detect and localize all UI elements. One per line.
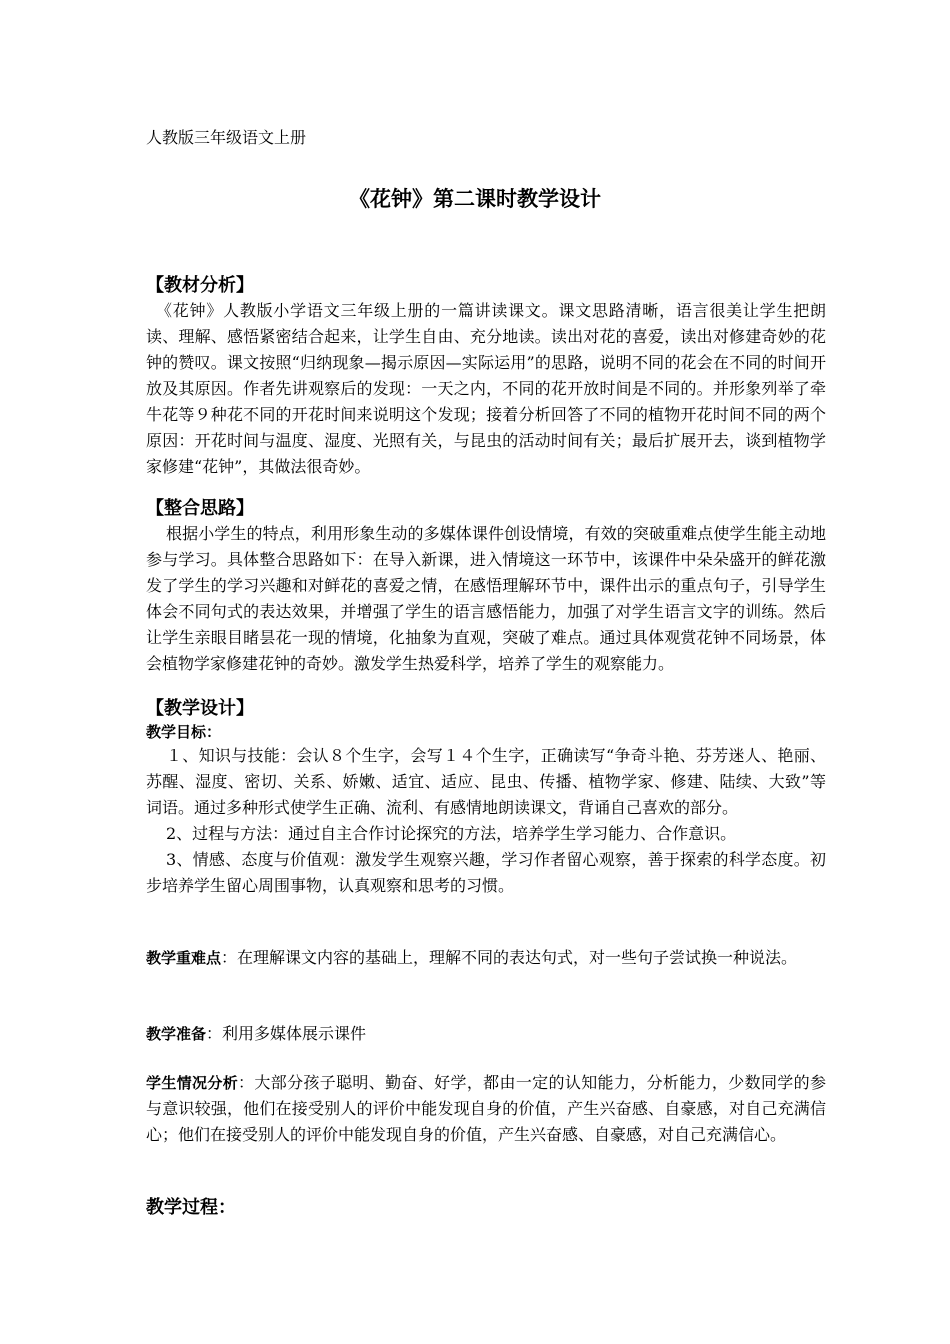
preparation-text: ：利用多媒体展示课件 [206, 1024, 367, 1043]
goal-attitude: 3、情感、态度与价值观：激发学生观察兴趣，学习作者留心观察，善于探索的科学态度。初步培养学生留心周围事物，认真观察和思考的习惯。 [146, 850, 826, 895]
analysis-heading: 【教材分析】 [146, 275, 254, 296]
integration-heading: 【整合思路】 [146, 498, 254, 519]
design-heading: 【教学设计】 [146, 698, 254, 719]
document-title: 《花钟》第二课时教学设计 [349, 187, 601, 211]
analysis-text: 《花钟》人教版小学语文三年级上册的一篇讲读课文。课文思路清晰，语言很美让学生把朗读、理解、感悟紧密结合起来，让学生自由、充分地读。读出对花的喜爱，读出对修建奇妙的花钟的赞叹。课文按照“归纳现象—揭示原因—实际运用”的思路，说明不同的花会在不同的时间开放及其原因。作者先讲观察后的发现：一天之内，不同的花开放时间是不同的。并形象列举了牵牛花等９种花不同的开花时间来说明这个发现；接着分析回答了不同的植物开花时间不同的两个原因：开花时间与温度、湿度、光照有关，与昆虫的活动时间有关；最后扩展开去，谈到植物学家修建“花钟”，其做法很奇妙。 [146, 301, 826, 476]
students-text: ：大部分孩子聪明、勤奋、好学，都由一定的认知能力，分析能力，少数同学的参与意识较强，他们在接受别人的评价中能发现自身的价值，产生兴奋感、自豪感，对自己充满信心；他们在接受别人的评价中能发现自身的价值，产生兴奋感、自豪感，对自己充满信心。 [146, 1073, 826, 1144]
goals-label: 教学目标： [146, 723, 222, 741]
integration-section [146, 497, 826, 677]
difficulty-text: ：在理解课文内容的基础上，理解不同的表达句式，对一些句子尝试换一种说法。 [221, 948, 798, 967]
process-heading: 教学过程： [146, 1197, 236, 1218]
difficulty-label: 教学重难点 [146, 949, 222, 967]
integration-text: 根据小学生的特点，利用形象生动的多媒体课件创设情境，有效的突破重难点使学生能主动地参与学习。具体整合思路如下：在导入新课，进入情境这一环节中，该课件中朵朵盛开的鲜花激发了学生的学习兴趣和对鲜花的喜爱之情，在感悟理解环节中，课件出示的重点句子，引导学生体会不同句式的表达效果，并增强了学生的语言感悟能力，加强了对学生语言文字的训练。然后让学生亲眼目睹昙花一现的情境，化抽象为直观，突破了难点。通过具体观赏花钟不同场景，体会植物学家修建花钟的奇妙。激发学生热爱科学，培养了学生的观察能力。 [146, 524, 826, 673]
students-label: 学生情况分析 [146, 1074, 239, 1092]
goal-process: 2、过程与方法：通过自主合作讨论探究的方法，培养学生学习能力、合作意识。 [166, 824, 737, 843]
preparation-label: 教学准备 [146, 1025, 207, 1043]
analysis-section [146, 274, 826, 480]
document-header: 人教版三年级语文上册 [146, 128, 307, 147]
students-paragraph [146, 1070, 826, 1148]
preparation-paragraph [146, 1021, 826, 1047]
goal-knowledge: １、知识与技能：会认８个生字，会写１４个生字，正确读写“争奇斗艳、芬芳迷人、艳丽、苏醒、湿度、密切、关系、娇嫩、适宜、适应、昆虫、传播、植物学家、修建、陆续、大致”等词语。通过多种形式使学生正确、流利、有感情地朗读课文，背诵自己喜欢的部分。 [146, 746, 826, 817]
design-section [146, 697, 826, 899]
difficulty-paragraph [146, 945, 826, 971]
